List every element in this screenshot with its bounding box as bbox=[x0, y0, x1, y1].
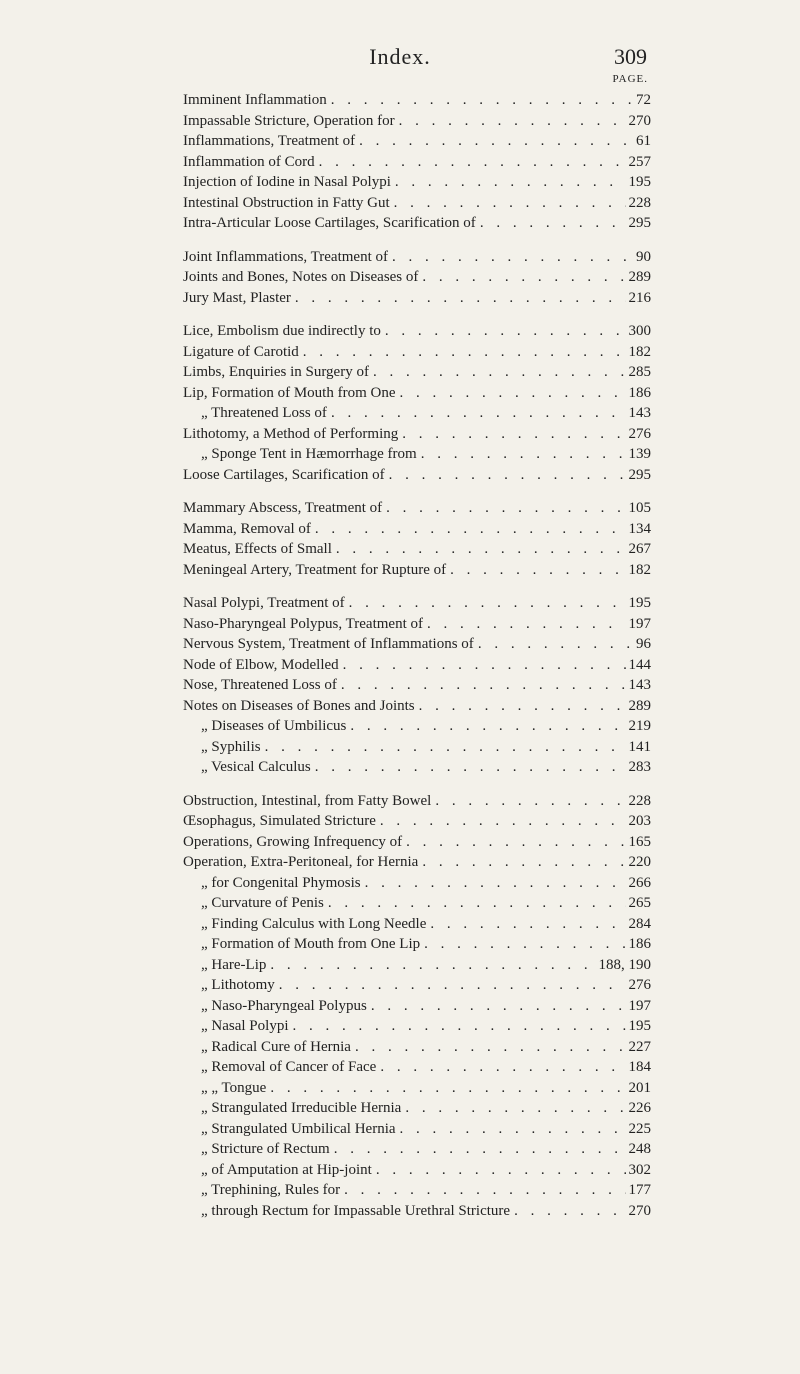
entry-text: „ „ Tongue bbox=[201, 1079, 267, 1096]
index-entry bbox=[183, 131, 651, 152]
entry-text: Impassable Stricture, Operation for bbox=[183, 112, 395, 129]
entry-page-number: 300 bbox=[628, 323, 651, 339]
entry-page-number: 228 bbox=[628, 194, 651, 211]
index-entries bbox=[183, 90, 651, 1234]
dot-leader bbox=[382, 498, 625, 519]
dot-leader bbox=[367, 996, 626, 1017]
dot-leader bbox=[266, 1078, 625, 1099]
entry-text: Lithotomy, a Method of Performing bbox=[183, 425, 399, 442]
entry-page-number: 302 bbox=[628, 1161, 651, 1178]
entry-page-number: 134 bbox=[628, 520, 651, 537]
entry-text: Intra-Articular Loose Cartilages, Scarification of bbox=[183, 215, 476, 231]
entry-page-number: 265 bbox=[628, 895, 651, 911]
entry-page-number: 143 bbox=[628, 677, 651, 693]
dot-leader bbox=[381, 321, 626, 342]
entry-text: Œsophagus, Simulated Stricture bbox=[183, 813, 376, 829]
index-entry bbox=[183, 737, 651, 758]
index-entry bbox=[183, 90, 651, 111]
dot-leader bbox=[372, 1160, 626, 1181]
index-group bbox=[183, 498, 651, 580]
index-entry bbox=[183, 914, 651, 935]
index-entry bbox=[183, 873, 651, 894]
index-entry bbox=[183, 1139, 651, 1160]
entry-text: Nose, Threatened Loss of bbox=[183, 677, 337, 693]
dot-leader bbox=[426, 914, 625, 935]
entry-text: Lice, Embolism due indirectly to bbox=[183, 323, 381, 339]
index-entry bbox=[183, 267, 651, 288]
dot-leader bbox=[324, 893, 626, 914]
entry-page-number: 267 bbox=[628, 541, 651, 557]
page-number: 309 bbox=[614, 44, 647, 69]
entry-text: „ Diseases of Umbilicus bbox=[201, 718, 347, 734]
entry-text: „ Strangulated Umbilical Hernia bbox=[201, 1120, 396, 1137]
dot-leader bbox=[327, 403, 626, 424]
dot-leader bbox=[339, 655, 626, 676]
entry-text: Mamma, Removal of bbox=[183, 520, 311, 537]
entry-page-number: 182 bbox=[628, 343, 651, 360]
dot-leader bbox=[423, 614, 626, 635]
entry-page-number: 184 bbox=[628, 1059, 651, 1075]
index-entry bbox=[183, 560, 651, 581]
index-entry bbox=[183, 403, 651, 424]
index-entry bbox=[183, 1180, 651, 1201]
entry-text: „ Syphilis bbox=[201, 738, 261, 755]
index-entry bbox=[183, 172, 651, 193]
index-entry bbox=[183, 614, 651, 635]
entry-text: „ for Congenital Phymosis bbox=[201, 874, 361, 891]
entry-page-number: 182 bbox=[628, 561, 651, 578]
dot-leader bbox=[369, 362, 626, 383]
entry-text: „ Nasal Polypi bbox=[201, 1018, 289, 1034]
entry-page-number: 72 bbox=[636, 92, 651, 108]
index-entry bbox=[183, 934, 651, 955]
entry-text: „ Hare-Lip bbox=[201, 956, 267, 973]
entry-text: Inflammation of Cord bbox=[183, 153, 315, 170]
index-group bbox=[183, 90, 651, 234]
entry-page-number: 96 bbox=[636, 636, 651, 652]
dot-leader bbox=[337, 675, 626, 696]
entry-text: „ of Amputation at Hip-joint bbox=[201, 1161, 372, 1178]
index-entry bbox=[183, 696, 651, 717]
entry-text: Operations, Growing Infrequency of bbox=[183, 833, 403, 850]
index-entry bbox=[183, 975, 651, 996]
entry-page-number: 139 bbox=[628, 446, 651, 462]
entry-text: „ Vesical Calculus bbox=[201, 759, 311, 775]
entry-page-number: 284 bbox=[628, 915, 651, 932]
index-entry bbox=[183, 955, 651, 976]
entry-page-number: 197 bbox=[628, 997, 651, 1014]
entry-text: Limbs, Enquiries in Surgery of bbox=[183, 364, 369, 380]
entry-page-number: 295 bbox=[628, 466, 651, 483]
entry-text: Meningeal Artery, Treatment for Rupture of bbox=[183, 561, 447, 578]
entry-text: „ Sponge Tent in Hæmorrhage from bbox=[201, 446, 417, 462]
entry-page-number: 141 bbox=[628, 738, 651, 755]
entry-text: Mammary Abscess, Treatment of bbox=[183, 500, 383, 516]
index-entry bbox=[183, 111, 651, 132]
dot-leader bbox=[418, 852, 625, 873]
page-header bbox=[0, 44, 800, 84]
index-entry bbox=[183, 1119, 651, 1140]
entry-text: Nasal Polypi, Treatment of bbox=[183, 595, 345, 611]
entry-text: „ Finding Calculus with Long Needle bbox=[201, 915, 427, 932]
index-entry bbox=[183, 193, 651, 214]
entry-page-number: 186 bbox=[628, 384, 651, 401]
entry-text: „ Naso-Pharyngeal Polypus bbox=[201, 997, 367, 1014]
entry-page-number: 276 bbox=[628, 425, 651, 442]
dot-leader bbox=[376, 811, 626, 832]
entry-page-number: 266 bbox=[628, 874, 651, 891]
dot-leader bbox=[275, 975, 626, 996]
entry-page-number: 285 bbox=[628, 364, 651, 380]
dot-leader bbox=[510, 1201, 625, 1222]
dot-leader bbox=[415, 696, 626, 717]
entry-page-number: 105 bbox=[628, 500, 651, 516]
index-entry bbox=[183, 716, 651, 737]
entry-page-number: 188, 190 bbox=[598, 956, 651, 973]
dot-leader bbox=[431, 791, 625, 812]
entry-text: „ Curvature of Penis bbox=[201, 895, 324, 911]
index-group bbox=[183, 791, 651, 1222]
entry-page-number: 270 bbox=[628, 1202, 651, 1219]
dot-leader bbox=[388, 247, 633, 268]
entry-text: Joints and Bones, Notes on Diseases of bbox=[183, 269, 419, 285]
index-entry bbox=[183, 1037, 651, 1058]
dot-leader bbox=[401, 1098, 625, 1119]
dot-leader bbox=[266, 955, 595, 976]
entry-page-number: 195 bbox=[628, 595, 651, 611]
dot-leader bbox=[291, 288, 626, 309]
index-entry bbox=[183, 655, 651, 676]
index-entry bbox=[183, 634, 651, 655]
dot-leader bbox=[289, 1016, 626, 1037]
entry-text: Meatus, Effects of Small bbox=[183, 541, 332, 557]
entry-text: Jury Mast, Plaster bbox=[183, 289, 291, 306]
index-entry bbox=[183, 675, 651, 696]
index-entry bbox=[183, 593, 651, 614]
dot-leader bbox=[476, 213, 626, 234]
dot-leader bbox=[345, 593, 626, 614]
index-entry bbox=[183, 1201, 651, 1222]
entry-text: „ Formation of Mouth from One Lip bbox=[201, 936, 421, 952]
entry-text: „ Trephining, Rules for bbox=[201, 1182, 341, 1198]
entry-page-number: 283 bbox=[628, 759, 651, 775]
entry-text: „ Removal of Cancer of Face bbox=[201, 1059, 377, 1075]
index-entry bbox=[183, 791, 651, 812]
entry-page-number: 201 bbox=[628, 1079, 651, 1096]
entry-page-number: 197 bbox=[628, 615, 651, 632]
entry-page-number: 195 bbox=[628, 174, 651, 190]
dot-leader bbox=[395, 383, 625, 404]
entry-text: Notes on Diseases of Bones and Joints bbox=[183, 697, 415, 714]
entry-page-number: 61 bbox=[636, 133, 651, 149]
dot-leader bbox=[376, 1057, 625, 1078]
index-entry bbox=[183, 213, 651, 234]
entry-text: Joint Inflammations, Treatment of bbox=[183, 248, 388, 265]
entry-page-number: 228 bbox=[628, 792, 651, 809]
index-entry bbox=[183, 811, 651, 832]
dot-leader bbox=[346, 716, 625, 737]
index-entry bbox=[183, 383, 651, 404]
entry-page-number: 225 bbox=[628, 1120, 651, 1137]
entry-page-number: 289 bbox=[628, 269, 651, 285]
entry-text: Injection of Iodine in Nasal Polypi bbox=[183, 174, 391, 190]
index-entry bbox=[183, 152, 651, 173]
dot-leader bbox=[361, 873, 626, 894]
dot-leader bbox=[340, 1180, 625, 1201]
entry-text: Loose Cartilages, Scarification of bbox=[183, 466, 385, 483]
dot-leader bbox=[355, 131, 633, 152]
dot-leader bbox=[396, 1119, 626, 1140]
entry-page-number: 165 bbox=[628, 833, 651, 850]
dot-leader bbox=[351, 1037, 626, 1058]
index-entry bbox=[183, 1078, 651, 1099]
dot-leader bbox=[420, 934, 625, 955]
entry-page-number: 226 bbox=[628, 1100, 651, 1116]
dot-leader bbox=[391, 172, 626, 193]
entry-text: „ Radical Cure of Hernia bbox=[201, 1038, 351, 1055]
entry-page-number: 248 bbox=[628, 1141, 651, 1157]
dot-leader bbox=[395, 111, 626, 132]
entry-page-number: 144 bbox=[628, 656, 651, 673]
entry-page-number: 270 bbox=[628, 112, 651, 129]
running-title: Index. bbox=[369, 44, 431, 69]
entry-page-number: 203 bbox=[628, 813, 651, 829]
entry-text: Nervous System, Treatment of Inflammations of bbox=[183, 636, 474, 652]
dot-leader bbox=[417, 444, 626, 465]
dot-leader bbox=[446, 560, 625, 581]
dot-leader bbox=[402, 832, 625, 853]
entry-page-number: 195 bbox=[628, 1018, 651, 1034]
dot-leader bbox=[330, 1139, 626, 1160]
dot-leader bbox=[418, 267, 625, 288]
entry-page-number: 227 bbox=[628, 1038, 651, 1055]
dot-leader bbox=[311, 757, 626, 778]
entry-text: „ through Rectum for Impassable Urethral Stricture bbox=[201, 1202, 511, 1219]
page-column-label: PAGE. bbox=[612, 73, 648, 85]
index-entry bbox=[183, 321, 651, 342]
entry-text: „ Lithotomy bbox=[201, 977, 275, 993]
index-entry bbox=[183, 519, 651, 540]
index-entry bbox=[183, 893, 651, 914]
entry-text: Intestinal Obstruction in Fatty Gut bbox=[183, 194, 390, 211]
index-group bbox=[183, 321, 651, 485]
dot-leader bbox=[332, 539, 626, 560]
index-group bbox=[183, 247, 651, 309]
index-entry bbox=[183, 247, 651, 268]
entry-text: Operation, Extra-Peritoneal, for Hernia bbox=[183, 854, 419, 870]
entry-page-number: 276 bbox=[628, 977, 651, 993]
index-entry bbox=[183, 444, 651, 465]
index-entry bbox=[183, 465, 651, 486]
entry-text: Lip, Formation of Mouth from One bbox=[183, 384, 396, 401]
index-entry bbox=[183, 342, 651, 363]
entry-page-number: 216 bbox=[628, 289, 651, 306]
dot-leader bbox=[315, 152, 626, 173]
entry-page-number: 143 bbox=[628, 405, 651, 421]
entry-page-number: 220 bbox=[628, 854, 651, 870]
index-entry bbox=[183, 1057, 651, 1078]
index-group bbox=[183, 593, 651, 778]
dot-leader bbox=[311, 519, 626, 540]
entry-page-number: 257 bbox=[628, 153, 651, 170]
index-entry bbox=[183, 757, 651, 778]
index-entry bbox=[183, 362, 651, 383]
entry-page-number: 295 bbox=[628, 215, 651, 231]
index-entry bbox=[183, 498, 651, 519]
entry-text: Obstruction, Intestinal, from Fatty Bowel bbox=[183, 792, 432, 809]
entry-text: „ Strangulated Irreducible Hernia bbox=[201, 1100, 402, 1116]
index-entry bbox=[183, 424, 651, 445]
index-entry bbox=[183, 996, 651, 1017]
entry-text: Naso-Pharyngeal Polypus, Treatment of bbox=[183, 615, 423, 632]
dot-leader bbox=[299, 342, 626, 363]
index-entry bbox=[183, 852, 651, 873]
entry-page-number: 289 bbox=[628, 697, 651, 714]
dot-leader bbox=[261, 737, 626, 758]
entry-page-number: 219 bbox=[628, 718, 651, 734]
index-entry bbox=[183, 1016, 651, 1037]
dot-leader bbox=[474, 634, 633, 655]
entry-text: „ Threatened Loss of bbox=[201, 405, 327, 421]
index-entry bbox=[183, 539, 651, 560]
index-entry bbox=[183, 1098, 651, 1119]
entry-text: Inflammations, Treatment of bbox=[183, 133, 356, 149]
dot-leader bbox=[398, 424, 625, 445]
entry-page-number: 186 bbox=[628, 936, 651, 952]
entry-text: Imminent Inflammation bbox=[183, 92, 327, 108]
entry-text: Ligature of Carotid bbox=[183, 343, 299, 360]
entry-text: Node of Elbow, Modelled bbox=[183, 656, 339, 673]
entry-page-number: 90 bbox=[636, 248, 651, 265]
index-entry bbox=[183, 1160, 651, 1181]
index-entry bbox=[183, 288, 651, 309]
dot-leader bbox=[385, 465, 626, 486]
dot-leader bbox=[327, 90, 633, 111]
index-entry bbox=[183, 832, 651, 853]
entry-page-number: 177 bbox=[628, 1182, 651, 1198]
dot-leader bbox=[390, 193, 626, 214]
entry-text: „ Stricture of Rectum bbox=[201, 1141, 330, 1157]
